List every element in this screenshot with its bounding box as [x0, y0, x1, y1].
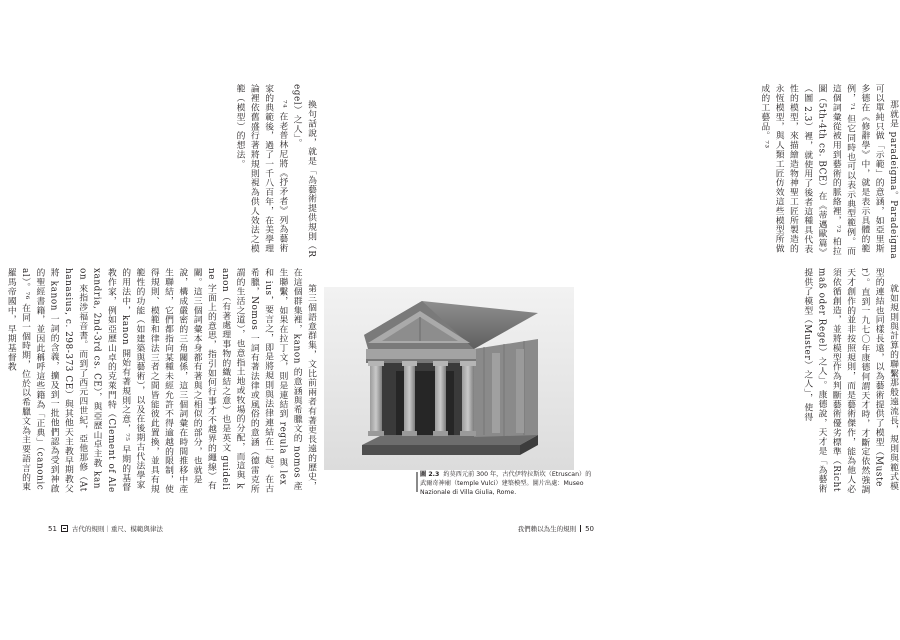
- temple-model-photograph: [324, 287, 574, 470]
- left-page-upper-text-block: [60, 84, 318, 259]
- paragraph: 第三個語意群集，文比前兩者有著更長遠的歷史，在這個群集裡，kanon 的意涵與希臘文的 nomos 產生聯繫，如果在拉丁文，則是連結到 regula 與 lex 和 ius，要言之，即是將規則與法律連結在一起。在古希臘，Nomos 一詞有著法律或風俗的意涵（德雷克所謂的生活之道），也意指土地或牧場的分配，而這與 kanon（有著處理事物的織結之意）也是英文 guideline 字面上的意思，指引如何行事才不越界的繩線）有關。這三個詞彙本身都有著與之相似的部分，也就是說，構成嚴密的三角關係，這三個詞彙在時間推移中產生聯結，它們都指向某種未經允許不得逾越的限制，使得規則、模範和律法三者之間皆能彼此置換，並具有規範性的功能（如建築與藝術），以及在後期古代法學家的用法中，kanon 開始有著規則之意，⁷⁵ 早期的基督教作家，例如亞歷山卓的克萊門特（Clement of Alexandria, 2nd-3rd cs. CE），與亞歷山卓主教 kanon 來指涉福音書。而到了西元四世紀，亞他那修（Athanasius, c. 298-373 CE）與其他天主教早期教父將 kanon 一詞的含義，擴及到一批他們認為受到神啟的聖經書籍，並因此稱呼這些籍為「正典」（canonical）。⁷⁶ 在同一個時期，位於以希臘文為主要語言的東羅馬帝國中，早期基督教: [5, 268, 316, 494]
- page-number: 50: [585, 524, 594, 533]
- right-page-footer: [518, 524, 594, 533]
- footer-divider: [580, 525, 581, 532]
- page-number: 51: [48, 524, 57, 533]
- running-head: 我們賴以為生的規則: [517, 525, 577, 533]
- paragraph: 就如規則與計算的聯繫那般遠流長，規則與範式模型的連結也同樣長遠，以為藝術提供了模型（Muster）。直到一九七〇年康德何謂天才時，才斷定依然強調天才創作的並非按照規則，而是藝術傑作，能為他人必須依循創造，並將模型作為判斷藝術優劣標準（Richtmaß oder Regel）之人」。康德說，天才是「為藝術提供了模型（Muster）之人」，使得: [802, 268, 898, 495]
- paragraph: ⁷⁴ 在老普林尼將《抒矛者》列為藝術家的典範後，過了一千八百年，在美學理論裡依舊盛行著將規則視為供人效法之模範（模型）的想法。: [234, 84, 288, 254]
- book-icon: [61, 525, 68, 532]
- running-head: 古代的規則｜重尺、模範與律法: [71, 525, 163, 533]
- temple-model-illustration: [324, 287, 574, 470]
- paragraph: 換句話說，就是「為藝術提供規則（Regel）之人」。: [291, 84, 316, 258]
- figure-number: 圖 2.3: [420, 471, 440, 478]
- figure-caption-text: 約莫西元前 300 年，古代伊特拉斯坎（Etruscan）的武爾奇神廟（temple Vulci）建築模型。圖片出處：Museo Nazionale di Villa Giulia, Rome.: [420, 471, 592, 496]
- left-page: [0, 0, 320, 640]
- left-page-lower-text-block: [5, 268, 318, 494]
- right-page-lower-text-block: [660, 268, 900, 494]
- right-page-upper-text-block: [660, 84, 900, 262]
- caption-marker: [416, 472, 418, 492]
- paragraph: 那就是 paradeigma。Paradeigma 可以單純只做「示範」的意涵，如亞里斯多德在《修辭學》中，就是表示具體的範例，⁷¹ 但它同時也可以表示典型範例。而這個詞彙從被用到藝術的脈絡裡，⁷² 柏拉圖（5th-4th cs. BCE）在《蒂邁歐篇》（圖 2.3）裡，就使用了後者這種具代表性的模型，來描繪造物神聖工匠所製造的永恆模型，與人類工匠仿效這些模型所做成的工藝品。⁷³: [759, 84, 898, 260]
- left-page-footer: [48, 524, 163, 533]
- figure-caption: [420, 470, 595, 497]
